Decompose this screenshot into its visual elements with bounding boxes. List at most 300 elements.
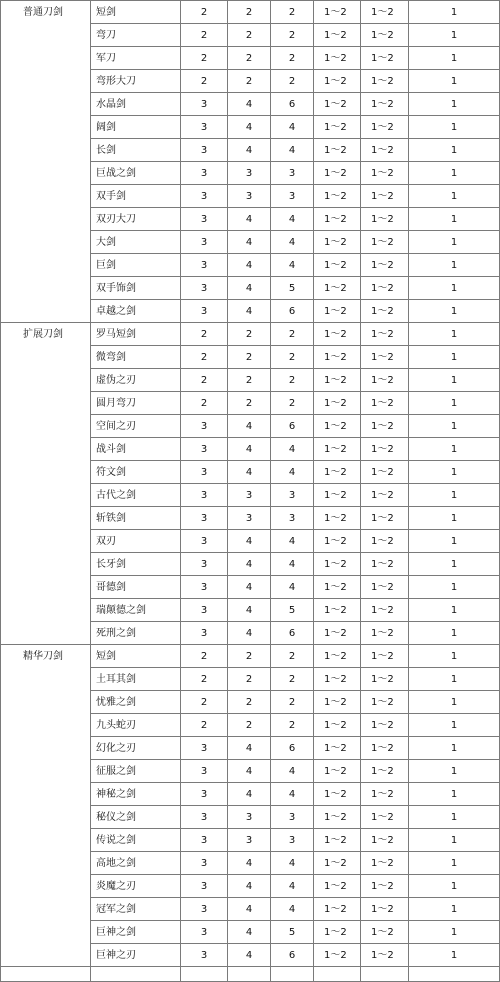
category-cell: [1, 737, 91, 760]
value-3-cell: 6: [271, 415, 314, 438]
range-1-cell: 1～2: [314, 346, 361, 369]
value-3-cell: 4: [271, 139, 314, 162]
category-cell: [1, 875, 91, 898]
value-2-cell: 3: [228, 806, 271, 829]
table-body: [1, 1, 500, 982]
value-1-cell: 3: [181, 208, 228, 231]
table-row: [1, 829, 500, 852]
range-1-cell: 1～2: [314, 553, 361, 576]
table-row: [1, 70, 500, 93]
table-row: [1, 300, 500, 323]
table-row: [1, 576, 500, 599]
table-row: [1, 185, 500, 208]
weapon-name-cell: 斩铁剑: [91, 507, 181, 530]
value-1-cell: 3: [181, 852, 228, 875]
value-2-cell: 4: [228, 116, 271, 139]
table-row: [1, 1, 500, 24]
weapon-name-cell: 双手剑: [91, 185, 181, 208]
value-1-cell: 3: [181, 944, 228, 967]
value-4-cell: 1: [409, 484, 500, 507]
table-row: [1, 921, 500, 944]
value-3-cell: 5: [271, 599, 314, 622]
value-3-cell: 4: [271, 852, 314, 875]
value-4-cell: 1: [409, 93, 500, 116]
value-1-cell: 3: [181, 484, 228, 507]
value-1-cell: 3: [181, 622, 228, 645]
range-1-cell: 1～2: [314, 944, 361, 967]
empty-cell: [314, 967, 361, 982]
table-row: [1, 438, 500, 461]
value-3-cell: 2: [271, 645, 314, 668]
table-row: [1, 24, 500, 47]
table-row: [1, 944, 500, 967]
value-3-cell: 3: [271, 484, 314, 507]
value-3-cell: 2: [271, 70, 314, 93]
category-cell: [1, 47, 91, 70]
range-1-cell: 1～2: [314, 438, 361, 461]
category-cell: [1, 714, 91, 737]
range-2-cell: 1～2: [361, 415, 409, 438]
table-row: [1, 392, 500, 415]
weapon-name-cell: 神秘之剑: [91, 783, 181, 806]
value-1-cell: 3: [181, 116, 228, 139]
value-2-cell: 2: [228, 392, 271, 415]
range-1-cell: 1～2: [314, 185, 361, 208]
table-row: [1, 139, 500, 162]
value-1-cell: 2: [181, 668, 228, 691]
value-4-cell: 1: [409, 369, 500, 392]
value-1-cell: 3: [181, 162, 228, 185]
value-1-cell: 3: [181, 760, 228, 783]
value-3-cell: 2: [271, 369, 314, 392]
range-1-cell: 1～2: [314, 737, 361, 760]
empty-cell: [271, 967, 314, 982]
range-2-cell: 1～2: [361, 599, 409, 622]
range-1-cell: 1～2: [314, 852, 361, 875]
value-1-cell: 3: [181, 783, 228, 806]
category-cell: [1, 208, 91, 231]
range-2-cell: 1～2: [361, 346, 409, 369]
value-2-cell: 4: [228, 921, 271, 944]
weapon-name-cell: 双刃大刀: [91, 208, 181, 231]
table-row: [1, 714, 500, 737]
range-1-cell: 1～2: [314, 806, 361, 829]
value-1-cell: 2: [181, 47, 228, 70]
value-1-cell: 2: [181, 1, 228, 24]
weapon-name-cell: 忧雅之剑: [91, 691, 181, 714]
value-2-cell: 2: [228, 1, 271, 24]
range-1-cell: 1～2: [314, 599, 361, 622]
table-row: [1, 806, 500, 829]
range-1-cell: 1～2: [314, 783, 361, 806]
weapon-name-cell: 冠军之剑: [91, 898, 181, 921]
weapon-name-cell: 水晶剑: [91, 93, 181, 116]
value-3-cell: 4: [271, 553, 314, 576]
value-4-cell: 1: [409, 323, 500, 346]
value-1-cell: 3: [181, 139, 228, 162]
weapon-name-cell: 战斗剑: [91, 438, 181, 461]
category-cell: [1, 622, 91, 645]
table-row: [1, 691, 500, 714]
category-cell: [1, 944, 91, 967]
value-4-cell: 1: [409, 806, 500, 829]
value-3-cell: 2: [271, 668, 314, 691]
value-2-cell: 2: [228, 24, 271, 47]
value-2-cell: 4: [228, 277, 271, 300]
value-4-cell: 1: [409, 921, 500, 944]
range-1-cell: 1～2: [314, 461, 361, 484]
category-cell: [1, 852, 91, 875]
value-1-cell: 3: [181, 829, 228, 852]
value-2-cell: 4: [228, 852, 271, 875]
range-1-cell: 1～2: [314, 530, 361, 553]
value-2-cell: 3: [228, 484, 271, 507]
value-2-cell: 4: [228, 760, 271, 783]
range-2-cell: 1～2: [361, 162, 409, 185]
category-cell: [1, 392, 91, 415]
empty-cell: [361, 967, 409, 982]
weapon-name-cell: 弯形大刀: [91, 70, 181, 93]
range-1-cell: 1～2: [314, 714, 361, 737]
value-3-cell: 4: [271, 438, 314, 461]
category-cell: [1, 162, 91, 185]
value-4-cell: 1: [409, 760, 500, 783]
range-2-cell: 1～2: [361, 760, 409, 783]
value-3-cell: 4: [271, 898, 314, 921]
category-cell: [1, 185, 91, 208]
range-2-cell: 1～2: [361, 392, 409, 415]
category-cell: [1, 346, 91, 369]
range-1-cell: 1～2: [314, 254, 361, 277]
range-1-cell: 1～2: [314, 760, 361, 783]
value-2-cell: 2: [228, 346, 271, 369]
range-2-cell: 1～2: [361, 116, 409, 139]
category-cell: [1, 599, 91, 622]
range-2-cell: 1～2: [361, 185, 409, 208]
value-4-cell: 1: [409, 208, 500, 231]
value-3-cell: 6: [271, 622, 314, 645]
value-4-cell: 1: [409, 415, 500, 438]
range-2-cell: 1～2: [361, 277, 409, 300]
value-4-cell: 1: [409, 576, 500, 599]
weapon-name-cell: 秘仪之剑: [91, 806, 181, 829]
value-4-cell: 1: [409, 346, 500, 369]
category-cell: [1, 783, 91, 806]
value-1-cell: 3: [181, 185, 228, 208]
range-1-cell: 1～2: [314, 277, 361, 300]
value-2-cell: 4: [228, 208, 271, 231]
value-2-cell: 4: [228, 254, 271, 277]
value-4-cell: 1: [409, 461, 500, 484]
value-2-cell: 4: [228, 875, 271, 898]
range-2-cell: 1～2: [361, 1, 409, 24]
weapon-name-cell: 圆月弯刀: [91, 392, 181, 415]
table-row: [1, 208, 500, 231]
empty-cell: [1, 967, 91, 982]
value-1-cell: 2: [181, 691, 228, 714]
category-cell: 精华刀剑: [1, 645, 91, 668]
value-4-cell: 1: [409, 852, 500, 875]
table-row: [1, 369, 500, 392]
range-2-cell: 1～2: [361, 300, 409, 323]
value-3-cell: 4: [271, 783, 314, 806]
value-3-cell: 4: [271, 208, 314, 231]
value-1-cell: 3: [181, 438, 228, 461]
value-1-cell: 3: [181, 530, 228, 553]
range-1-cell: 1～2: [314, 93, 361, 116]
range-1-cell: 1～2: [314, 921, 361, 944]
value-2-cell: 4: [228, 737, 271, 760]
table-row: [1, 760, 500, 783]
weapon-name-cell: 卓越之剑: [91, 300, 181, 323]
weapon-name-cell: 瑞颠德之剑: [91, 599, 181, 622]
value-4-cell: 1: [409, 70, 500, 93]
table-row: [1, 484, 500, 507]
value-1-cell: 3: [181, 507, 228, 530]
range-2-cell: 1～2: [361, 438, 409, 461]
table-row: [1, 622, 500, 645]
value-4-cell: 1: [409, 530, 500, 553]
range-1-cell: 1～2: [314, 645, 361, 668]
value-4-cell: 1: [409, 300, 500, 323]
value-3-cell: 6: [271, 944, 314, 967]
weapon-name-cell: 双手饰剑: [91, 277, 181, 300]
category-cell: [1, 829, 91, 852]
table-row: [1, 254, 500, 277]
category-cell: [1, 576, 91, 599]
value-3-cell: 4: [271, 875, 314, 898]
value-4-cell: 1: [409, 47, 500, 70]
range-2-cell: 1～2: [361, 691, 409, 714]
category-cell: [1, 760, 91, 783]
category-cell: [1, 300, 91, 323]
value-3-cell: 2: [271, 346, 314, 369]
weapon-name-cell: 死刑之剑: [91, 622, 181, 645]
weapon-name-cell: 虚伪之刃: [91, 369, 181, 392]
value-1-cell: 3: [181, 576, 228, 599]
empty-cell: [228, 967, 271, 982]
category-cell: [1, 507, 91, 530]
range-1-cell: 1～2: [314, 415, 361, 438]
range-1-cell: 1～2: [314, 323, 361, 346]
category-cell: [1, 254, 91, 277]
category-cell: [1, 93, 91, 116]
value-2-cell: 2: [228, 323, 271, 346]
weapon-name-cell: 空间之刃: [91, 415, 181, 438]
category-cell: [1, 461, 91, 484]
value-3-cell: 5: [271, 921, 314, 944]
range-1-cell: 1～2: [314, 24, 361, 47]
value-1-cell: 2: [181, 369, 228, 392]
category-cell: [1, 898, 91, 921]
table-row: [1, 898, 500, 921]
range-1-cell: 1～2: [314, 70, 361, 93]
range-2-cell: 1～2: [361, 829, 409, 852]
value-4-cell: 1: [409, 622, 500, 645]
table-row: [1, 47, 500, 70]
value-1-cell: 2: [181, 714, 228, 737]
table-row: [1, 507, 500, 530]
value-1-cell: 2: [181, 346, 228, 369]
weapon-name-cell: 短剑: [91, 1, 181, 24]
value-1-cell: 3: [181, 921, 228, 944]
value-3-cell: 2: [271, 47, 314, 70]
range-2-cell: 1～2: [361, 47, 409, 70]
category-cell: [1, 691, 91, 714]
value-2-cell: 4: [228, 438, 271, 461]
value-1-cell: 3: [181, 898, 228, 921]
value-3-cell: 4: [271, 254, 314, 277]
category-cell: [1, 553, 91, 576]
value-2-cell: 4: [228, 530, 271, 553]
range-2-cell: 1～2: [361, 668, 409, 691]
range-1-cell: 1～2: [314, 162, 361, 185]
value-2-cell: 3: [228, 185, 271, 208]
range-2-cell: 1～2: [361, 461, 409, 484]
range-2-cell: 1～2: [361, 231, 409, 254]
weapon-name-cell: 罗马短剑: [91, 323, 181, 346]
range-1-cell: 1～2: [314, 875, 361, 898]
value-2-cell: 4: [228, 576, 271, 599]
weapon-name-cell: 高地之剑: [91, 852, 181, 875]
value-3-cell: 3: [271, 185, 314, 208]
weapon-name-cell: 巨神之刃: [91, 944, 181, 967]
range-2-cell: 1～2: [361, 622, 409, 645]
value-4-cell: 1: [409, 668, 500, 691]
weapon-name-cell: 双刃: [91, 530, 181, 553]
table-row: [1, 875, 500, 898]
empty-cell: [181, 967, 228, 982]
range-1-cell: 1～2: [314, 576, 361, 599]
weapon-name-cell: 阔剑: [91, 116, 181, 139]
value-4-cell: 1: [409, 1, 500, 24]
range-2-cell: 1～2: [361, 530, 409, 553]
value-1-cell: 3: [181, 231, 228, 254]
value-4-cell: 1: [409, 898, 500, 921]
range-2-cell: 1～2: [361, 875, 409, 898]
range-1-cell: 1～2: [314, 300, 361, 323]
value-2-cell: 4: [228, 461, 271, 484]
value-2-cell: 4: [228, 599, 271, 622]
value-1-cell: 3: [181, 875, 228, 898]
range-2-cell: 1～2: [361, 553, 409, 576]
range-2-cell: 1～2: [361, 645, 409, 668]
table-row: [1, 415, 500, 438]
value-1-cell: 3: [181, 415, 228, 438]
value-3-cell: 2: [271, 392, 314, 415]
range-2-cell: 1～2: [361, 323, 409, 346]
table-row: [1, 599, 500, 622]
value-1-cell: 3: [181, 254, 228, 277]
range-1-cell: 1～2: [314, 392, 361, 415]
range-1-cell: 1～2: [314, 898, 361, 921]
table-row: [1, 553, 500, 576]
range-2-cell: 1～2: [361, 576, 409, 599]
value-4-cell: 1: [409, 139, 500, 162]
value-3-cell: 6: [271, 737, 314, 760]
weapon-name-cell: 长剑: [91, 139, 181, 162]
value-4-cell: 1: [409, 875, 500, 898]
range-2-cell: 1～2: [361, 852, 409, 875]
category-cell: [1, 139, 91, 162]
range-2-cell: 1～2: [361, 208, 409, 231]
weapon-name-cell: 炎魔之刃: [91, 875, 181, 898]
value-2-cell: 4: [228, 783, 271, 806]
value-4-cell: 1: [409, 944, 500, 967]
category-cell: 扩展刀剑: [1, 323, 91, 346]
weapon-name-cell: 古代之剑: [91, 484, 181, 507]
value-4-cell: 1: [409, 737, 500, 760]
value-4-cell: 1: [409, 162, 500, 185]
value-1-cell: 3: [181, 737, 228, 760]
value-2-cell: 3: [228, 162, 271, 185]
category-cell: [1, 438, 91, 461]
range-2-cell: 1～2: [361, 944, 409, 967]
weapon-name-cell: 长牙剑: [91, 553, 181, 576]
value-4-cell: 1: [409, 392, 500, 415]
weapon-name-cell: 土耳其剑: [91, 668, 181, 691]
value-1-cell: 3: [181, 806, 228, 829]
weapon-name-cell: 符文剑: [91, 461, 181, 484]
value-3-cell: 2: [271, 1, 314, 24]
value-2-cell: 2: [228, 70, 271, 93]
range-2-cell: 1～2: [361, 93, 409, 116]
category-cell: [1, 921, 91, 944]
range-2-cell: 1～2: [361, 139, 409, 162]
table-row: [1, 323, 500, 346]
value-3-cell: 4: [271, 530, 314, 553]
value-4-cell: 1: [409, 24, 500, 47]
value-2-cell: 3: [228, 829, 271, 852]
value-3-cell: 3: [271, 806, 314, 829]
category-cell: 普通刀剑: [1, 1, 91, 24]
category-cell: [1, 116, 91, 139]
value-1-cell: 3: [181, 461, 228, 484]
value-1-cell: 3: [181, 277, 228, 300]
table-row: [1, 852, 500, 875]
range-2-cell: 1～2: [361, 484, 409, 507]
table-row: [1, 116, 500, 139]
value-4-cell: 1: [409, 438, 500, 461]
value-2-cell: 4: [228, 139, 271, 162]
value-4-cell: 1: [409, 277, 500, 300]
value-1-cell: 2: [181, 645, 228, 668]
range-1-cell: 1～2: [314, 231, 361, 254]
table-row: [1, 162, 500, 185]
weapon-name-cell: 九头蛇刃: [91, 714, 181, 737]
value-2-cell: 4: [228, 622, 271, 645]
value-1-cell: 3: [181, 93, 228, 116]
category-cell: [1, 668, 91, 691]
empty-cell: [409, 967, 500, 982]
range-1-cell: 1～2: [314, 139, 361, 162]
value-2-cell: 2: [228, 714, 271, 737]
weapon-name-cell: 微弯剑: [91, 346, 181, 369]
range-2-cell: 1～2: [361, 737, 409, 760]
value-2-cell: 4: [228, 553, 271, 576]
value-2-cell: 2: [228, 47, 271, 70]
range-2-cell: 1～2: [361, 507, 409, 530]
table-row: [1, 277, 500, 300]
range-1-cell: 1～2: [314, 116, 361, 139]
range-1-cell: 1～2: [314, 369, 361, 392]
weapon-name-cell: 哥德剑: [91, 576, 181, 599]
value-3-cell: 4: [271, 461, 314, 484]
value-4-cell: 1: [409, 599, 500, 622]
table-row: [1, 93, 500, 116]
value-3-cell: 3: [271, 162, 314, 185]
category-cell: [1, 415, 91, 438]
